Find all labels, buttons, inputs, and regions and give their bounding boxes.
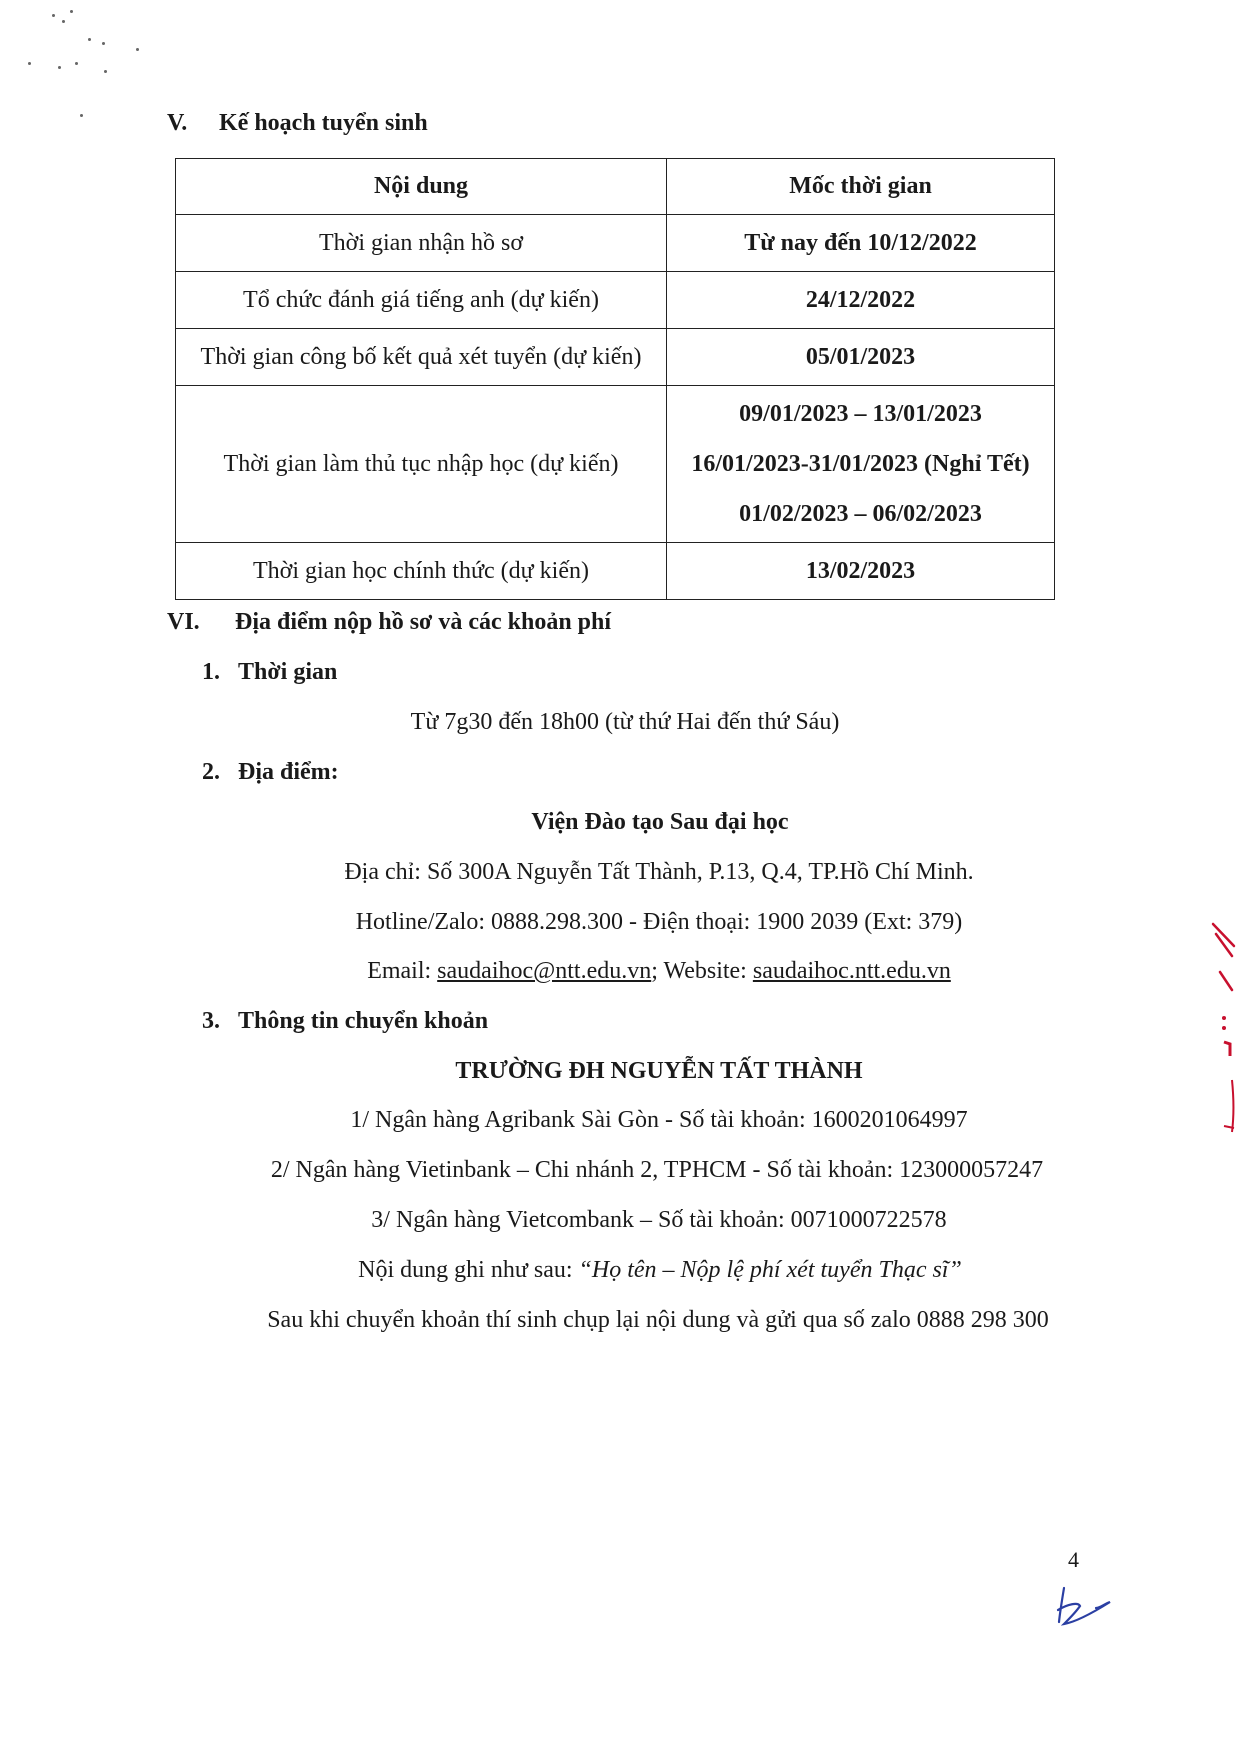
bank-2: 2/ Ngân hàng Vietinbank – Chi nhánh 2, TPHCM - Số tài khoản: 123000057247 xyxy=(270,1157,1044,1183)
school-name: TRƯỜNG ĐH NGUYỄN TẤT THÀNH xyxy=(455,1058,863,1084)
sub-2-title: Địa điểm: xyxy=(238,759,339,785)
working-hours: Từ 7g30 đến 18h00 (từ thứ Hai đến thứ Sáu) xyxy=(410,709,840,735)
sub-1-number: 1. xyxy=(202,659,220,685)
table-cell-content: Thời gian công bố kết quả xét tuyển (dự kiến) xyxy=(176,329,667,386)
sub-1-title: Thời gian xyxy=(238,659,338,685)
table-cell-time: Từ nay đến 10/12/2022 xyxy=(667,215,1055,272)
table-row xyxy=(176,272,1055,329)
time-line: 01/02/2023 – 06/02/2023 xyxy=(739,501,982,527)
after-transfer-instruction: Sau khi chuyển khoản thí sinh chụp lại nội dung và gửi qua số zalo 0888 298 300 xyxy=(267,1307,1049,1333)
website-label: ; Website: xyxy=(651,958,753,984)
section-6-title: Địa điểm nộp hồ sơ và các khoản phí xyxy=(235,609,612,635)
section-6-heading xyxy=(167,609,611,636)
seal-fragment-icon xyxy=(1210,920,1237,1140)
email-link[interactable]: saudaihoc@ntt.edu.vn xyxy=(437,958,652,984)
section-6-numeral: VI. xyxy=(167,609,200,635)
sub-1-heading xyxy=(202,659,337,686)
table-cell-content: Thời gian làm thủ tục nhập học (dự kiến) xyxy=(176,386,667,543)
contact-line xyxy=(367,958,951,985)
sub-3-number: 3. xyxy=(202,1008,220,1034)
table-cell-time: 05/01/2023 xyxy=(667,329,1055,386)
table-cell-content: Thời gian nhận hồ sơ xyxy=(176,215,667,272)
table-row xyxy=(176,329,1055,386)
email-label: Email: xyxy=(367,958,438,984)
section-5-title: Kế hoạch tuyển sinh xyxy=(219,110,428,136)
institute-name: Viện Đào tạo Sau đại học xyxy=(531,809,789,835)
time-line: 09/01/2023 – 13/01/2023 xyxy=(739,401,982,427)
sub-2-number: 2. xyxy=(202,759,220,785)
hotline: Hotline/Zalo: 0888.298.300 - Điện thoại: 1900 2039 (Ext: 379) xyxy=(355,909,963,935)
table-cell-content: Tổ chức đánh giá tiếng anh (dự kiến) xyxy=(176,272,667,329)
table-row xyxy=(176,215,1055,272)
table-header-content: Nội dung xyxy=(176,159,667,215)
admission-schedule-table xyxy=(175,158,1055,600)
sub-2-heading xyxy=(202,759,339,786)
initials-signature-icon xyxy=(1050,1582,1130,1632)
transfer-note xyxy=(358,1257,962,1284)
transfer-note-content: “Họ tên – Nộp lệ phí xét tuyển Thạc sĩ” xyxy=(578,1257,962,1283)
address: Địa chỉ: Số 300A Nguyễn Tất Thành, P.13, Q.4, TP.Hồ Chí Minh. xyxy=(344,859,974,885)
bank-1: 1/ Ngân hàng Agribank Sài Gòn - Số tài khoản: 1600201064997 xyxy=(350,1107,968,1133)
sub-3-heading xyxy=(202,1008,488,1035)
table-row xyxy=(176,386,1055,543)
table-row xyxy=(176,543,1055,600)
table-cell-time: 13/02/2023 xyxy=(667,543,1055,600)
transfer-note-label: Nội dung ghi như sau: xyxy=(358,1257,579,1283)
table-cell-time: 24/12/2022 xyxy=(667,272,1055,329)
section-5-numeral: V. xyxy=(167,110,188,136)
sub-3-title: Thông tin chuyển khoản xyxy=(238,1008,489,1034)
table-cell-content: Thời gian học chính thức (dự kiến) xyxy=(176,543,667,600)
section-5-heading xyxy=(167,110,428,137)
table-cell-time xyxy=(667,386,1055,543)
table-header-time: Mốc thời gian xyxy=(667,159,1055,215)
website-link[interactable]: saudaihoc.ntt.edu.vn xyxy=(752,958,951,984)
page-number: 4 xyxy=(1068,1547,1079,1572)
time-line: 16/01/2023-31/01/2023 (Nghỉ Tết) xyxy=(691,451,1030,477)
bank-3: 3/ Ngân hàng Vietcombank – Số tài khoản: 0071000722578 xyxy=(371,1207,947,1233)
